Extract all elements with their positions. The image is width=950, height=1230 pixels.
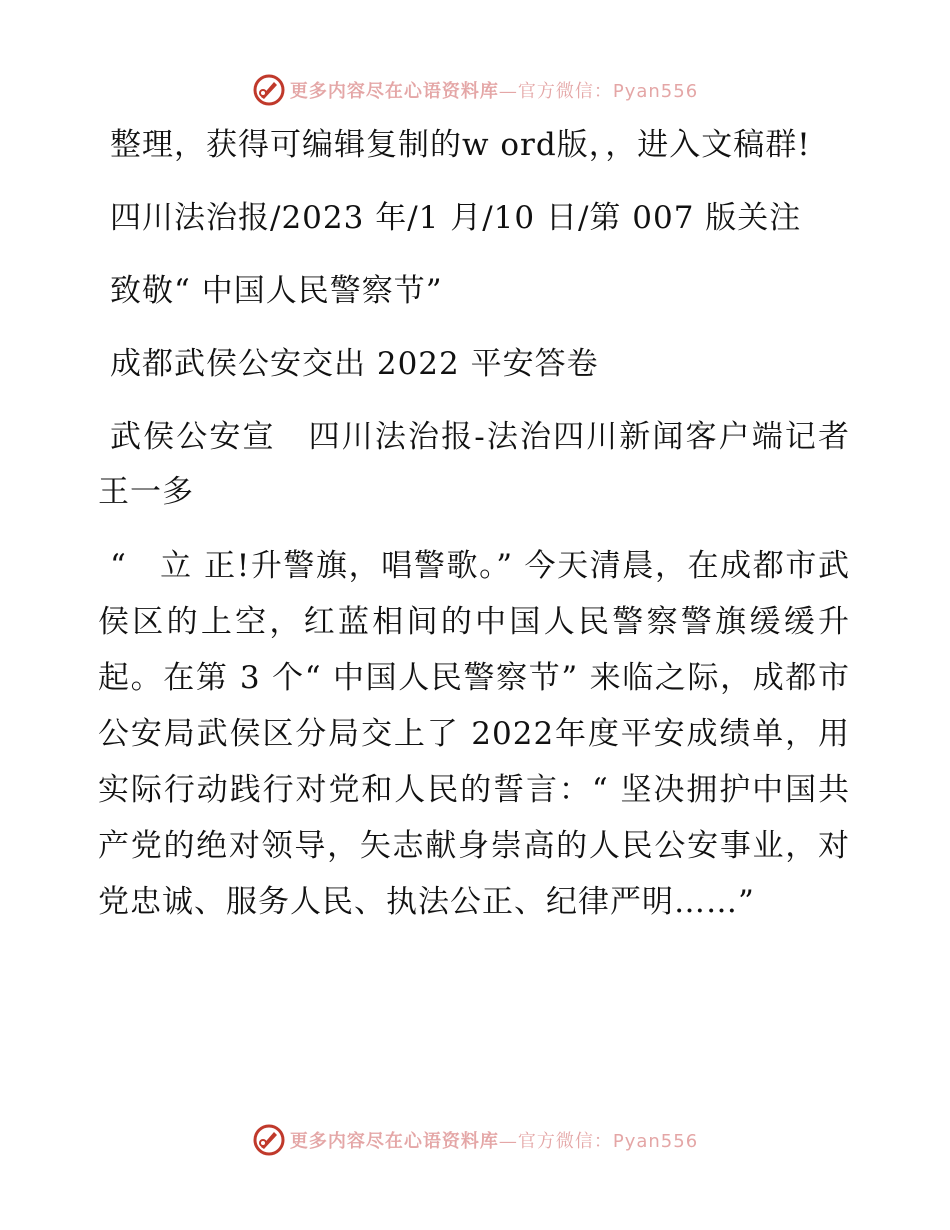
source-line: 四川法治报/2023 年/1 月/10 日/第 007 版关注 bbox=[110, 200, 802, 236]
article-headline: 成都武侯公安交出 2022 平安答卷 bbox=[110, 346, 599, 382]
footer-watermark-banner bbox=[0, 1120, 950, 1160]
column-title: 致敬“ 中国人民警察节” bbox=[110, 273, 443, 309]
byline: 武侯公安宣 四川法治报-法治四川新闻客户端记者 王一多 bbox=[98, 419, 882, 510]
header-watermark-banner bbox=[0, 70, 950, 110]
watermark-text: 更多内容尽在心语资料库—官方微信：Pyan556 bbox=[289, 81, 699, 102]
article-body-paragraph: “ 立 正!升警旗，唱警歌。” 今天清晨，在成都市武侯区的上空，红蓝相间的中国人民警察警旗缓缓升起。在第 3 个“ 中国人民警察节” 来临之际，成都市公安局武侯区分局交上了 2022年度平安成绩单，用实际行动践行对党和人民的誓言：“ 坚决拥护中国共产党的绝对领导，矢志献身崇高的人民公安事业，对党忠诚、服务人民、执法公正、纪律严明……” bbox=[98, 548, 850, 920]
watermark-text: 更多内容尽在心语资料库—官方微信：Pyan556 bbox=[289, 1131, 699, 1152]
quill-logo-icon bbox=[252, 73, 286, 107]
intro-paragraph: 整理，获得可编辑复制的w ord版，，进入文稿群! bbox=[110, 127, 811, 163]
document-body bbox=[98, 118, 882, 948]
quill-logo-icon bbox=[252, 1123, 286, 1157]
